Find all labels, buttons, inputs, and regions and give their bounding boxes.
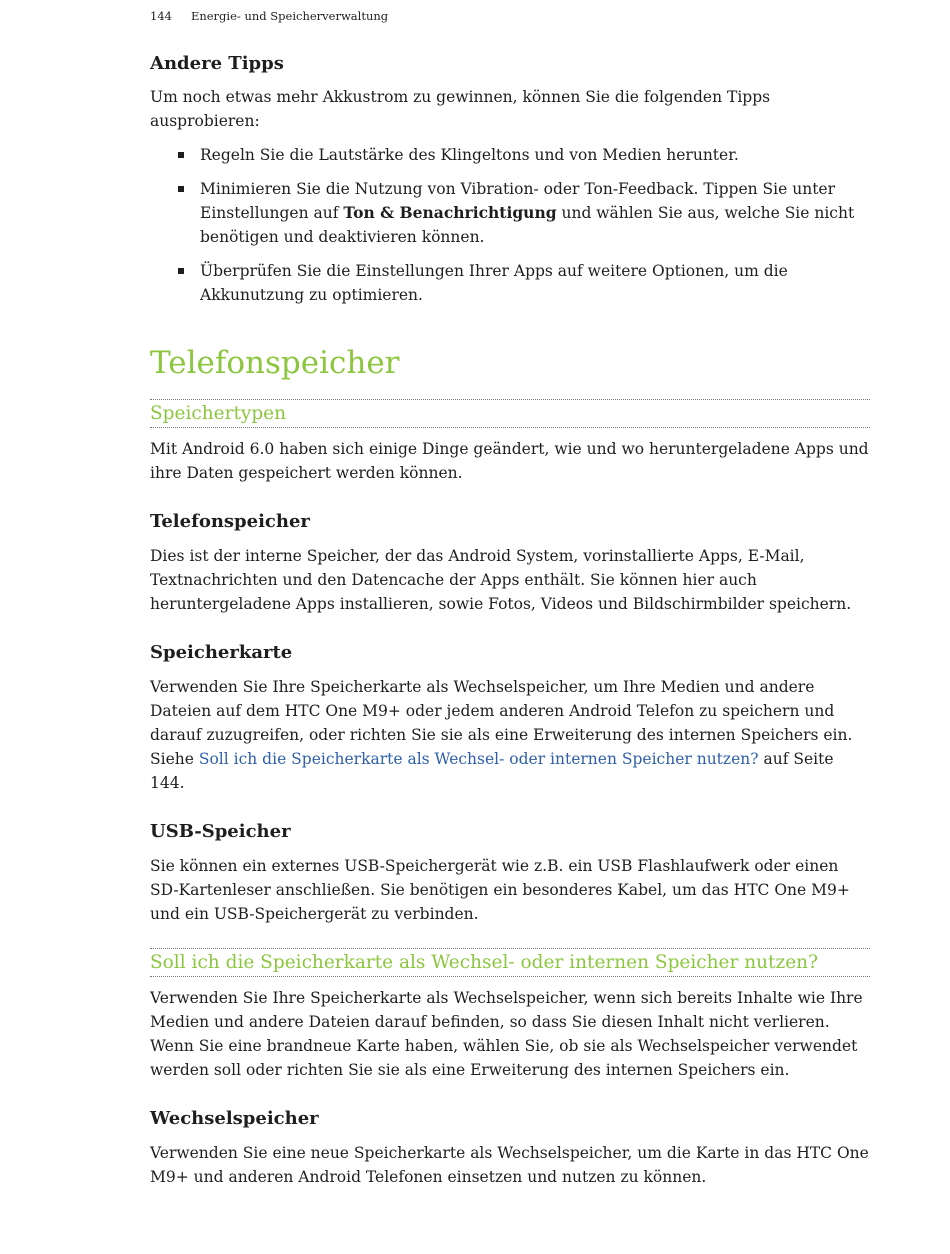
phone-storage-heading: Telefonspeicher xyxy=(150,511,310,532)
memory-card-text-start: Verwenden Sie Ihre Speicherkarte als Wechselspeicher, um Ihre Medien und andere Dateien auf dem HTC One M9+ oder jedem anderen Android Telefon zu speichern und darauf zuzugreifen, oder richten Sie sie als eine Erweiterung des internen Speichers ein. Siehe xyxy=(150,678,853,768)
list-item xyxy=(150,177,870,249)
list-item xyxy=(150,259,870,307)
tip-2-text-end: und wählen Sie aus, welche Sie nicht benötigen und deaktivieren können. xyxy=(200,204,855,246)
memory-card-text xyxy=(150,675,870,795)
list-item xyxy=(150,143,870,167)
page-number: 144 xyxy=(150,9,172,23)
memory-card-text-end: auf Seite 144. xyxy=(150,750,834,792)
choice-text: Verwenden Sie Ihre Speicherkarte als Wechselspeicher, wenn sich bereits Inhalte wie Ihre Medien und andere Dateien darauf befinden, so dass Sie diesen Inhalt nicht verlieren. Wenn Sie eine brandneue Karte haben, wählen Sie, ob sie als Wechselspeicher verwendet werden soll oder richten Sie sie als eine Erweiterung des internen Speichers ein. xyxy=(150,989,863,1079)
section-title: Telefonspeicher xyxy=(150,345,400,381)
running-header xyxy=(150,9,388,23)
usb-storage-text: Sie können ein externes USB-Speichergerät wie z.B. ein USB Flashlaufwerk oder einen SD-Kartenleser anschließen. Sie benötigen ein besonderes Kabel, um das HTC One M9+ und ein USB-Speichergerät zu verbinden. xyxy=(150,857,850,923)
chapter-title: Energie- und Speicherverwaltung xyxy=(190,9,389,23)
removable-storage-heading: Wechselspeicher xyxy=(150,1108,319,1129)
subsection-heading-storage-types: Speichertypen xyxy=(150,399,870,428)
settings-path: Ton & Benachrichtigung xyxy=(343,203,557,222)
page-content xyxy=(150,50,870,1189)
storage-types-intro: Mit Android 6.0 haben sich einige Dinge geändert, wie und wo heruntergeladene Apps und ihre Daten gespeichert werden können. xyxy=(150,440,869,482)
tip-3: Überprüfen Sie die Einstellungen Ihrer Apps auf weitere Optionen, um die Akkunutzung zu optimieren. xyxy=(200,262,788,304)
subsection-heading-choice: Soll ich die Speicherkarte als Wechsel- oder internen Speicher nutzen? xyxy=(150,948,870,977)
cross-reference-link[interactable]: Soll ich die Speicherkarte als Wechsel- oder internen Speicher nutzen? xyxy=(198,750,759,768)
usb-storage-heading: USB-Speicher xyxy=(150,821,291,842)
tips-heading: Andere Tipps xyxy=(150,53,284,74)
tips-intro: Um noch etwas mehr Akkustrom zu gewinnen, können Sie die folgenden Tipps ausprobieren: xyxy=(150,88,771,130)
tips-list xyxy=(150,143,870,307)
removable-storage-text: Verwenden Sie eine neue Speicherkarte als Wechselspeicher, um die Karte in das HTC One M9+ und anderen Android Telefonen einsetzen und nutzen zu können. xyxy=(150,1144,869,1186)
phone-storage-text: Dies ist der interne Speicher, der das Android System, vorinstallierte Apps, E-Mail, Textnachrichten und den Datencache der Apps enthält. Sie können hier auch heruntergeladene Apps installieren, sowie Fotos, Videos und Bildschirmbilder speichern. xyxy=(150,547,852,613)
tip-2-text: Minimieren Sie die Nutzung von Vibration- oder Ton-Feedback. Tippen Sie unter Einstellungen auf xyxy=(200,180,836,222)
tip-1: Regeln Sie die Lautstärke des Klingeltons und von Medien herunter. xyxy=(200,146,739,164)
memory-card-heading: Speicherkarte xyxy=(150,642,293,663)
